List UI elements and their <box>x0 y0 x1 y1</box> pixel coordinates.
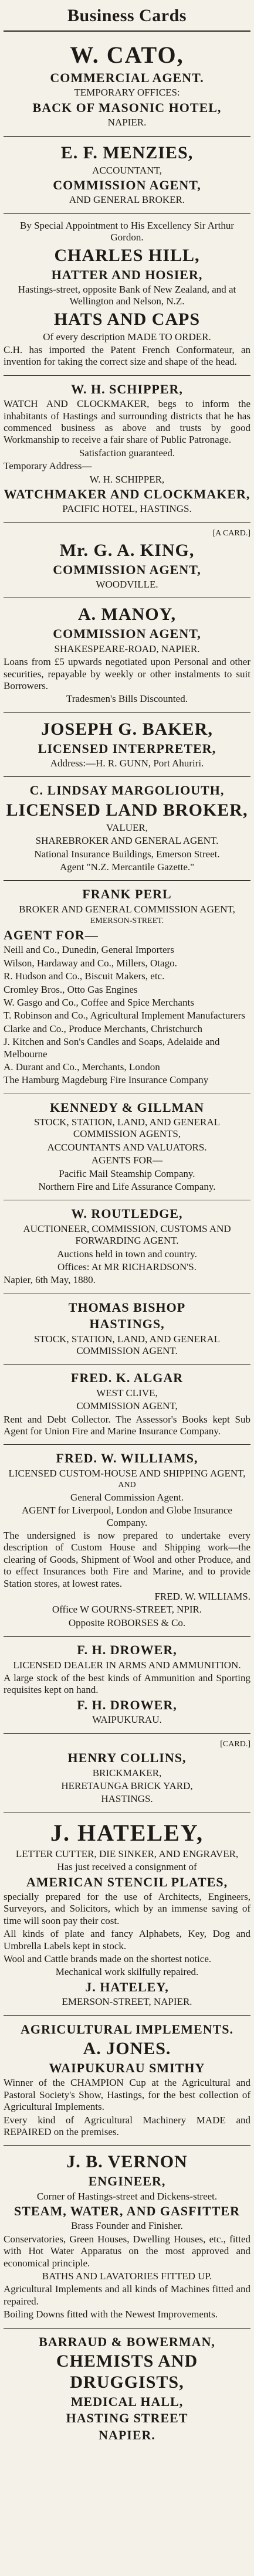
ad-line: COMMISSION AGENT, <box>53 626 201 642</box>
ad-line: Address:—H. R. GUNN, Port Ahuriri. <box>50 758 204 769</box>
business-card-ad <box>4 598 253 712</box>
ad-line: WAIPUKURAU SMITHY <box>49 2060 205 2075</box>
business-card-ad <box>4 1365 253 1445</box>
ad-line: LICENSED CUSTOM-HOUSE AND SHIPPING AGENT, <box>8 1467 246 1479</box>
ad-line: STOCK, STATION, LAND, AND GENERAL COMMISSION AGENT. <box>33 1333 223 1356</box>
ad-line: Mr. G. A. KING, <box>59 540 195 560</box>
ad-line: Offices: At MR RICHARDSON'S. <box>57 1261 197 1272</box>
business-card-ad <box>4 376 253 523</box>
ad-line: All kinds of plate and fancy Alphabets, Key, Dog and Umbrella Labels kept in stock. <box>4 1928 253 1951</box>
ad-line: THOMAS BISHOP <box>68 1299 186 1315</box>
ad-line: A. JONES. <box>83 2038 171 2058</box>
ad-line: Agricultural Implements and all kinds of Machines fitted and repaired. <box>4 2283 253 2307</box>
ad-line: SHAREBROKER AND GENERAL AGENT. <box>35 835 219 847</box>
ad-line: General Commission Agent. <box>70 1491 184 1503</box>
ad-line: LICENSED LAND BROKER, <box>6 800 248 820</box>
ads-column <box>4 35 253 2450</box>
ad-line: PACIFIC HOTEL, HASTINGS. <box>62 503 192 515</box>
ad-line: EMERSON-STREET, NAPIER. <box>62 1996 192 2008</box>
ad-line: TEMPORARY OFFICES: <box>74 87 180 99</box>
ad-line: Boiling Downs fitted with the Newest Improvements. <box>4 2309 218 2320</box>
ad-line: Corner of Hastings-street and Dickens-street. <box>36 2190 218 2202</box>
ad-line: ENGINEER, <box>88 2174 166 2189</box>
ad-line: Mechanical work skilfully repaired. <box>55 1966 199 1978</box>
business-card-ad <box>4 1637 253 1733</box>
business-card-ad <box>4 1294 250 1365</box>
ad-line: Wilson, Hardaway and Co., Millers, Otago. <box>4 957 177 969</box>
ad-line: Every kind of Agricultural Machinery MADE and REPAIRED on the premises. <box>4 2114 253 2137</box>
ad-line: Has just received a consignment of <box>57 1861 197 1873</box>
ad-line: Satisfaction guaranteed. <box>79 447 175 459</box>
ad-line: FRED. W. WILLIAMS. <box>154 1590 250 1602</box>
ad-line: R. Hudson and Co., Biscuit Makers, etc. <box>4 970 165 982</box>
ad-line: Winner of the CHAMPION Cup at the Agricultural and Pastoral Society's Show, Hastings, for the best collection of Agricultural Implements. <box>4 2077 253 2113</box>
ad-line: WAIPUKURAU. <box>92 1714 162 1726</box>
ad-line: BROKER AND GENERAL COMMISSION AGENT, <box>19 903 235 915</box>
ad-line: FRANK PERL <box>82 887 172 902</box>
ad-line: Conservatories, Green Houses, Dwelling Houses, etc., fitted with Hot Water Apparatus on the most approved and economical principle. <box>4 2233 253 2269</box>
ad-line: A. MANOY, <box>77 605 177 625</box>
ad-line: AGENTS FOR— <box>91 1155 163 1166</box>
ad-line: specially prepared for the use of Architects, Engineers, Surveyors, and Solicitors, which by an immense saving of time will soon pay their cost. <box>4 1891 253 1926</box>
business-card-ad <box>4 2016 253 2146</box>
ad-line: WOODVILLE. <box>96 578 158 590</box>
ad-line: BRICKMAKER, <box>92 1767 162 1779</box>
ad-line: C. LINDSAY MARGOLIOUTH, <box>29 783 225 798</box>
ad-line: HASTINGS. <box>101 1793 153 1805</box>
ad-line: HENRY COLLINS, <box>67 1750 187 1766</box>
ad-line: NAPIER. <box>107 117 147 128</box>
ad-line: BATHS AND LAVATORIES FITTED UP. <box>42 2270 212 2282</box>
ad-line: National Insurance Buildings, Emerson Street. <box>34 848 220 860</box>
ad-line: Hastings-street, opposite Bank of New Zealand, and at Wellington and Nelson, N.Z. <box>18 283 239 307</box>
ad-line: LICENSED DEALER IN ARMS AND AMMUNITION. <box>13 1659 241 1671</box>
ad-line: Cromley Bros., Otto Gas Engines <box>4 983 138 995</box>
ad-line: WATCHMAKER AND CLOCKMAKER, <box>4 486 250 501</box>
business-card-ad <box>4 1200 250 1294</box>
ad-line: COMMERCIAL AGENT. <box>50 70 204 85</box>
ad-line: AND GENERAL BROKER. <box>69 194 185 206</box>
ad-line: JOSEPH G. BAKER, <box>41 719 213 739</box>
ad-line: WEST CLIVE, <box>96 1387 158 1399</box>
page-title: Business Cards <box>4 2 250 32</box>
ad-line: VALUER, <box>106 822 148 833</box>
ad-line: AGRICULTURAL IMPLEMENTS. <box>20 2021 234 2037</box>
business-card-ad <box>4 137 250 214</box>
business-card-ad <box>4 1734 250 1813</box>
ad-line: NAPIER. <box>99 2427 155 2442</box>
ad-line: AGENT FOR— <box>4 928 99 942</box>
ad-line: COMMISSION AGENT, <box>76 1400 178 1412</box>
ad-line: Clarke and Co., Produce Merchants, Christchurch <box>4 1023 202 1034</box>
ad-line: Pacific Mail Steamship Company. <box>59 1167 195 1179</box>
business-card-ad <box>4 1813 253 2016</box>
ad-line: Temporary Address— <box>4 460 92 472</box>
ad-line: STEAM, WATER, AND GASFITTER <box>14 2204 240 2219</box>
ad-line: AND <box>118 1481 136 1490</box>
ad-line: Auctions held in town and country. <box>57 1248 197 1260</box>
ad-line: HASTING STREET <box>66 2411 188 2426</box>
ad-line: Wool and Cattle brands made on the shortest notice. <box>4 1953 212 1964</box>
ad-line: W. Gasgo and Co., Coffee and Spice Merchants <box>4 996 194 1008</box>
ad-line: Brass Founder and Finisher. <box>71 2220 183 2232</box>
ad-line: W. H. SCHIPPER, <box>89 473 165 485</box>
business-card-ad <box>4 523 250 599</box>
ad-line: FRED. W. WILLIAMS, <box>56 1451 198 1466</box>
ad-line: W. H. SCHIPPER, <box>71 381 183 396</box>
ad-line: HASTINGS, <box>89 1316 165 1332</box>
ad-line: J. B. VERNON <box>66 2152 188 2172</box>
ad-line: Agent "N.Z. Mercantile Gazette." <box>59 861 195 873</box>
ad-line: BARRAUD & BOWERMAN, <box>39 2334 215 2349</box>
ad-line: HATTER AND HOSIER, <box>51 267 203 282</box>
ad-line: Opposite ROBORSES & Co. <box>68 1617 186 1628</box>
ad-line: LICENSED INTERPRETER, <box>38 741 216 756</box>
ad-line: J. Kitchen and Son's Candles and Soaps, Adelaide and Melbourne <box>4 1036 222 1060</box>
ad-line: HERETAUNGA BRICK YARD, <box>61 1780 193 1792</box>
ad-line: Office W GOURNS-STREET, NPIR. <box>52 1604 202 1615</box>
ad-line: BACK OF MASONIC HOTEL, <box>32 100 222 115</box>
ad-line: CHEMISTS AND DRUGGISTS, <box>56 2351 203 2392</box>
ad-line: [CARD.] <box>220 1739 250 1749</box>
ad-line: ACCOUNTANTS AND VALUATORS. <box>47 1141 207 1153</box>
ad-line: CHARLES HILL, <box>54 245 200 265</box>
ad-line: Of every description MADE TO ORDER. <box>43 331 211 342</box>
ad-line: COMMISSION AGENT, <box>53 562 201 577</box>
business-card-ad <box>4 1094 250 1201</box>
ad-line: AGENT for Liverpool, London and Globe Insurance Company. <box>22 1505 235 1528</box>
business-card-ad <box>4 713 250 778</box>
ad-line: W. CATO, <box>70 42 184 68</box>
business-card-ad <box>4 1445 253 1637</box>
ad-line: J. HATELEY, <box>50 1819 204 1846</box>
ad-line: A large stock of the best kinds of Ammunition and Sporting requisites kept on hand. <box>4 1672 253 1696</box>
ad-line: Tradesmen's Bills Discounted. <box>66 693 188 705</box>
ad-line: MEDICAL HALL, <box>70 2394 184 2409</box>
ad-line: SHAKESPEARE-ROAD, NAPIER. <box>54 643 200 654</box>
ad-line: FRED. K. ALGAR <box>70 1370 184 1386</box>
ad-line: AMERICAN STENCIL PLATES, <box>26 1874 228 1889</box>
ad-line: E. F. MENZIES, <box>60 142 194 162</box>
business-card-ad <box>4 777 250 881</box>
business-card-ad <box>4 881 250 1094</box>
ad-line: COMMISSION AGENT, <box>53 177 201 192</box>
ad-line: J. HATELEY, <box>85 1979 169 1994</box>
ad-line: LETTER CUTTER, DIE SINKER, AND ENGRAVER, <box>15 1848 239 1859</box>
ad-line: W. ROUTLEDGE, <box>71 1206 183 1221</box>
ad-line: HATS AND CAPS <box>53 309 201 329</box>
ad-line: EMERSON-STREET. <box>90 917 164 926</box>
ad-line: KENNEDY & GILLMAN <box>49 1099 205 1115</box>
ad-line: ACCOUNTANT, <box>92 164 162 176</box>
ad-line: Northern Fire and Life Assurance Company. <box>38 1181 216 1193</box>
ad-line: By Special Appointment to His Excellency Sir Arthur Gordon. <box>20 219 237 243</box>
business-card-ad <box>4 35 250 137</box>
ad-line: WATCH AND CLOCKMAKER, begs to inform the inhabitants of Hastings and surrounding districts that he has commenced business as above and trusts by good Workmanship to receive a fair share of Public Patronage. <box>4 398 253 446</box>
ad-line: Napier, 6th May, 1880. <box>4 1274 96 1286</box>
ad-line: A. Durant and Co., Merchants, London <box>4 1061 160 1073</box>
ad-line: T. Robinson and Co., Agricultural Implement Manufacturers <box>4 1010 245 1021</box>
business-card-ad <box>4 2329 250 2451</box>
business-card-ad <box>4 2146 253 2328</box>
ad-line: C.H. has imported the Patent French Conformateur, an invention for taking the correct size and shape of the head. <box>4 344 253 368</box>
ad-line: The undersigned is now prepared to undertake every description of Custom House and Shipping work—the clearing of Goods, Shipment of Wool and other Produce, and to effect Insurances both Fire and Marine, and to provide Station stores, at lowest rates. <box>4 1530 253 1589</box>
ad-line: AUCTIONEER, COMMISSION, CUSTOMS AND FORWARDING AGENT. <box>23 1223 233 1247</box>
ad-line: Loans from £5 upwards negotiated upon Personal and other securities, repayable by weekly or other instalments to suit Borrowers. <box>4 656 253 691</box>
business-card-ad <box>4 214 253 376</box>
ad-line: F. H. DROWER, <box>77 1642 177 1658</box>
ad-line: STOCK, STATION, LAND, AND GENERAL COMMISSION AGENTS, <box>33 1116 223 1140</box>
ad-line: F. H. DROWER, <box>77 1697 177 1712</box>
ad-line: The Hamburg Magdeburg Fire Insurance Company <box>4 1074 209 1086</box>
ad-line: Neill and Co., Dunedin, General Importers <box>4 944 174 956</box>
ad-line: Rent and Debt Collector. The Assessor's Books kept Sub Agent for Union Fire and Marine Insurance Company. <box>4 1413 253 1437</box>
ad-line: [A CARD.] <box>212 528 250 538</box>
